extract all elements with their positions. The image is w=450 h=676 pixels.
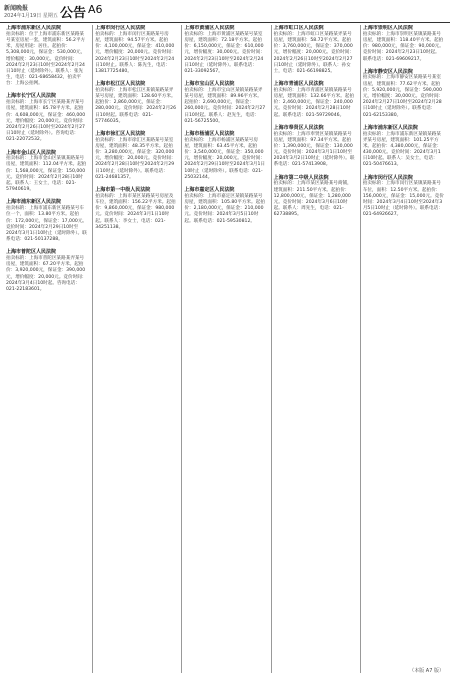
notice-item: [95, 25, 176, 75]
notice-title: 上海市闵行区人民法院: [95, 25, 146, 31]
notice-item: [184, 131, 265, 181]
notice-item: [6, 93, 87, 143]
notice-item: [6, 249, 87, 293]
footer-note: （本版 A7 版）: [409, 668, 444, 674]
notice-column: [4, 25, 89, 673]
notice-item: [184, 25, 265, 75]
notice-column: [92, 25, 178, 673]
notice-item: [274, 81, 355, 119]
notice-item: [6, 199, 87, 243]
notice-title: 上海市金山区人民法院: [6, 149, 57, 156]
notice-body: 拍卖标的：上海市黄浦区某路某号某室房屋，建筑面积：72.18平方米。起拍价：6,150,000元，保证金：610,000元，增价幅度：30,000元。竞价时间：2024年2月23日10时至2024年2月24日10时止（延时除外）。联系电话：021-33092567。: [184, 31, 265, 74]
notice-body: 拍卖标的：上海市奉贤区某镇某路某号房屋，建筑面积：97.34平方米。起拍价：1,390,000元，保证金：130,000元。竞价时间：2024年3月1日10时至2024年3月2日10时止（延时除外）。联系电话：021-57413908。: [273, 131, 355, 168]
notice-column: [271, 25, 357, 673]
notice-title: 上海市青浦区人民法院: [273, 81, 324, 88]
notice-title: 上海市崇明区人民法院: [362, 25, 413, 31]
notice-title: 上海市黄浦区人民法院: [184, 25, 235, 31]
notice-item: [6, 150, 87, 194]
notice-columns: [4, 25, 446, 673]
page-number: A6: [88, 3, 103, 16]
notice-body: 拍卖标的：上海市长宁区某路某弄某号房屋，建筑面积：85.78平方米。起拍价：4,608,000元，保证金：460,000元，增价幅度：20,000元。竞价时间：2024年2月26日10时至2024年2月27日10时止（延时除外）。咨询电话：021-22072532。: [6, 100, 87, 143]
notice-body: 拍卖标的：上海市浦东新区某镇某路某弄某号房屋，建筑面积：101.25平方米。起拍价：4,380,000元，保证金：430,000元。竞价时间：2024年3月1日10时起。联系人：吴女士，电话：021-50476613。: [362, 131, 442, 168]
notice-body: 拍卖标的：上海市虹口区某路某弄某号房屋，建筑面积：58.72平方米。起拍价：3,760,000元，保证金：370,000元，增价幅度：20,000元。竞价时间：2024年2月26日10时至2024年2月27日10时止（延时除外）。联系人：孙女士，电话：021-66198825。: [273, 31, 354, 74]
notice-title: 上海市杨浦区人民法院: [184, 130, 235, 137]
notice-body: 拍卖标的：上海市某区某路某号商铺，建筑面积：211.50平方米。起拍价：12,800,000元，保证金：1,280,000元。竞价时间：2024年3月6日10时起。联系人：周先生，电话：021-62738895。: [273, 181, 352, 218]
notice-body: 拍卖标的：上海市普陀区某路某弄某号房屋，建筑面积：67.20平方米。起拍价：3,920,000元，保证金：390,000元，增价幅度：20,000元。竞价时间：2024年3月4日10时起。咨询电话：021-22183601。: [6, 256, 87, 292]
notice-title: 上海市松江区人民法院: [95, 81, 146, 88]
paper-name: 新闻晚报: [4, 5, 29, 12]
notice-item: [95, 187, 176, 231]
notice-item: [363, 175, 444, 219]
notice-body: 拍卖标的：上海市某区某路某号房屋及车位，建筑面积：156.22平方米。起拍价：9,860,000元，保证金：980,000元。竞价时间：2024年3月1日10时起。联系人：李女士，电话：021-34251138。: [95, 193, 176, 230]
notice-item: [6, 25, 87, 87]
notice-item: [184, 81, 265, 125]
notice-title: 上海市第二中级人民法院: [273, 174, 329, 181]
notice-title: 上海市嘉定区人民法院: [184, 187, 235, 193]
notice-body: 拍卖标的：上海市崇明区某镇某路某号房屋，建筑面积：118.40平方米。起拍价：980,000元，保证金：90,000元。竞价时间：2024年2月23日10时起。联系电话：021-69609217。: [362, 31, 444, 62]
notice-body: 拍卖标的：上海市宝山区某镇某路某弄某号房屋，建筑面积：89.96平方米。起拍价：2,690,000元，保证金：260,000元。竞价时间：2024年2月27日10时起。联系人：赵先生，电话：021-56725500。: [184, 87, 266, 124]
notice-item: [184, 187, 265, 225]
notice-body: 拍卖标的：上海市闵行区某镇某路某号车位，面积：12.50平方米。起拍价：156,000元，保证金：15,000元。竞价时间：2024年3月4日10时至2024年3月5日10时止（延时除外）。联系电话：021-64926627。: [362, 181, 444, 218]
notice-title: 上海市浦东新区人民法院: [6, 199, 62, 206]
notice-title: 上海市闵行区人民法院: [362, 174, 413, 181]
notice-title: 上海市徐汇区人民法院: [95, 130, 146, 137]
notice-body: 拍卖标的：上海市松江区某镇某路某弄某号房屋，建筑面积：128.60平方米。起拍价：2,860,000元，保证金：280,000元。竞价时间：2024年2月26日10时起。联系电话：021-57746035。: [95, 87, 177, 124]
notice-title: 上海市第一中级人民法院: [95, 187, 151, 193]
notice-title: 上海市虹口区人民法院: [273, 25, 324, 31]
notice-title: 上海市浦东新区人民法院: [6, 25, 62, 31]
notice-column: [360, 25, 446, 673]
notice-body: 拍卖标的：位于上海市浦东新区某路某号某室房屋一套，建筑面积：56.2平方米，房屋用途：居住。起拍价：5,308,000元，保证金：530,000元，增价幅度：30,000元。竞价时间：2024年2月23日10时至2024年2月24日10时止（延时除外）。联系人：张先生，电话：021-68658432，拍卖平台：上海公拍网。: [6, 31, 86, 87]
notice-title: 上海市普陀区人民法院: [6, 249, 57, 256]
notice-title: 上海市长宁区人民法院: [6, 93, 57, 100]
notice-column: [181, 25, 267, 673]
notice-body: 拍卖标的：上海市嘉定区某镇某路某号房屋，建筑面积：105.80平方米。起拍价：2,180,000元，保证金：210,000元。竞价时间：2024年3月5日10时起。联系电话：021-59530812。: [184, 193, 265, 224]
notice-body: 拍卖标的：上海市金山区某镇某路某号房屋，建筑面积：112.04平方米。起拍价：1,568,000元，保证金：150,000元。竞价时间：2024年2月28日10时起。联系人：王女士，电话：021-57940619。: [6, 156, 87, 193]
notice-body: 拍卖标的：上海市徐汇区某路某号某室房屋，建筑面积：48.35平方米。起拍价：3,280,000元，保证金：320,000元，增价幅度：20,000元。竞价时间：2024年2月28日10时至2024年2月29日10时止（延时除外）。联系电话：021-24681357。: [95, 137, 176, 180]
notice-title: 上海市浦东新区人民法院: [362, 124, 418, 131]
notice-title: 上海市宝山区人民法院: [184, 81, 235, 88]
page-header: [0, 0, 450, 23]
notice-title: 上海市奉贤区人民法院: [273, 124, 324, 131]
issue-date: 2024年1月19日 星期五: [4, 13, 58, 19]
notice-item: [274, 125, 355, 169]
notice-body: 拍卖标的：上海市青浦区某镇某路某号房屋，建筑面积：132.66平方米。起拍价：2,460,000元，保证金：240,000元。竞价时间：2024年2月28日10时起。联系电话：021-59729046。: [273, 87, 354, 118]
notice-item: [274, 175, 355, 219]
notice-body: 拍卖标的：上海市浦东新区某路某号车位一个，面积：13.80平方米。起拍价：172,000元，保证金：17,000元。竞价时间：2024年2月29日10时至2024年3月1日10时止（延时除外）。联系电话：021-50137288。: [6, 206, 88, 243]
notice-title: 上海市静安区人民法院: [362, 68, 413, 75]
section-title: 公告: [60, 6, 87, 21]
notice-body: 拍卖标的：上海市杨浦区某路某号房屋，建筑面积：63.45平方米。起拍价：3,540,000元，保证金：350,000元，增价幅度：20,000元。竞价时间：2024年2月29日10时至2024年3月1日10时止（延时除外）。联系电话：021-25032144。: [184, 137, 265, 180]
notice-item: [363, 125, 444, 169]
notice-body: 拍卖标的：上海市闵行区某路某号房屋，建筑面积：94.57平方米。起拍价：4,100,000元，保证金：410,000元，增价幅度：20,000元。竞价时间：2024年2月23日10时至2024年2月24日10时止。联系人：陈先生，电话：13817725480。: [95, 31, 176, 74]
notice-item: [274, 25, 355, 75]
notice-item: [95, 131, 176, 181]
notice-body: 拍卖标的：上海市静安区某路某号某室房屋，建筑面积：77.62平方米。起拍价：5,920,000元，保证金：590,000元，增价幅度：30,000元。竞价时间：2024年2月27日10时至2024年2月28日10时止（延时除外）。联系电话：021-62153380。: [362, 75, 444, 118]
notice-item: [95, 81, 176, 125]
notice-item: [363, 25, 444, 63]
notice-item: [363, 69, 444, 119]
